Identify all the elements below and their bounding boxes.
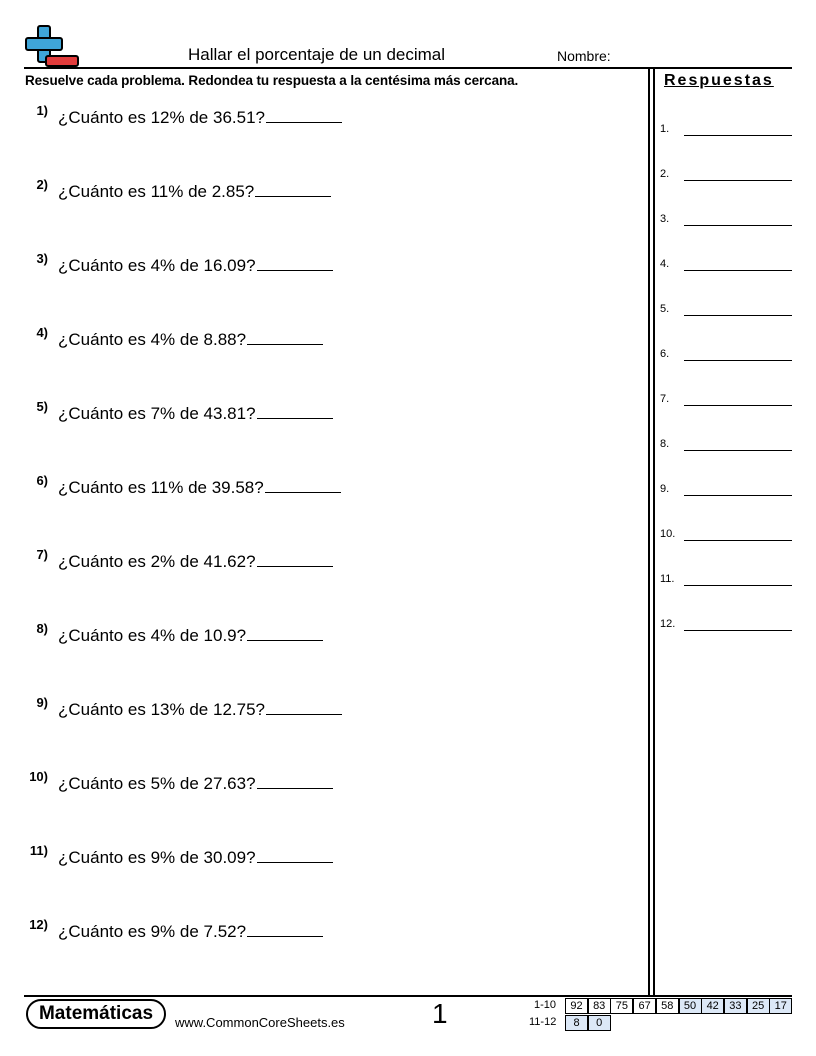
- instructions: Resuelve cada problema. Redondea tu respuesta a la centésima más cercana.: [25, 73, 519, 88]
- problem-number: 4): [36, 325, 48, 340]
- answer-line[interactable]: [684, 270, 792, 271]
- answer-slot: [660, 573, 792, 589]
- problem-number: 1): [36, 103, 48, 118]
- top-divider: [24, 67, 792, 69]
- problem-number: 6): [36, 473, 48, 488]
- answer-number: 2.: [660, 168, 670, 180]
- name-label: Nombre:: [557, 48, 611, 64]
- problem-text: ¿Cuánto es 4% de 8.88?: [58, 328, 323, 350]
- answer-slot: [660, 348, 792, 364]
- answer-number: 3.: [660, 213, 670, 225]
- problem-text: ¿Cuánto es 12% de 36.51?: [58, 106, 342, 128]
- answer-blank[interactable]: [247, 328, 323, 345]
- answer-line[interactable]: [684, 540, 792, 541]
- answer-blank[interactable]: [247, 624, 323, 641]
- answer-blank[interactable]: [255, 180, 331, 197]
- answer-line[interactable]: [684, 180, 792, 181]
- problem-item: [0, 695, 640, 719]
- score-cell: 42: [701, 998, 724, 1014]
- score-cell: 58: [656, 998, 679, 1014]
- answer-line[interactable]: [684, 630, 792, 631]
- plus-minus-logo-icon: [24, 24, 80, 68]
- answer-slot: [660, 123, 792, 139]
- answer-slot: [660, 168, 792, 184]
- answer-column-divider: [653, 69, 655, 996]
- answer-number: 9.: [660, 483, 670, 495]
- answer-slot: [660, 528, 792, 544]
- answer-blank[interactable]: [266, 106, 342, 123]
- page-number: 1: [432, 998, 448, 1029]
- answer-line[interactable]: [684, 450, 792, 451]
- answer-number: 11.: [660, 573, 675, 585]
- problem-item: [0, 325, 640, 349]
- problem-text: ¿Cuánto es 9% de 7.52?: [58, 920, 323, 942]
- answers-title: Respuestas: [664, 72, 774, 89]
- answer-number: 5.: [660, 303, 670, 315]
- score-row-label: 11-12: [529, 1016, 557, 1028]
- problem-item: [0, 251, 640, 275]
- answer-slot: [660, 258, 792, 274]
- problem-number: 7): [36, 547, 48, 562]
- answer-blank[interactable]: [257, 550, 333, 567]
- brand-badge: Matemáticas: [26, 999, 166, 1029]
- answer-line[interactable]: [684, 405, 792, 406]
- answer-blank[interactable]: [265, 476, 341, 493]
- answer-slot: [660, 483, 792, 499]
- problem-number: 11): [29, 843, 48, 858]
- answer-blank[interactable]: [257, 772, 333, 789]
- problem-item: [0, 547, 640, 571]
- answer-slot: [660, 303, 792, 319]
- score-cell: 8: [565, 1015, 588, 1031]
- problem-number: 2): [36, 177, 48, 192]
- problem-number: 8): [36, 621, 48, 636]
- answer-slot: [660, 618, 792, 634]
- answer-number: 8.: [660, 438, 670, 450]
- answer-slot: [660, 393, 792, 409]
- score-cell: 17: [769, 998, 792, 1014]
- answer-column-divider: [648, 69, 650, 996]
- score-cell: 92: [565, 998, 588, 1014]
- score-cell: 0: [588, 1015, 611, 1031]
- answer-blank[interactable]: [257, 402, 333, 419]
- problem-item: [0, 473, 640, 497]
- answer-line[interactable]: [684, 495, 792, 496]
- answer-line[interactable]: [684, 135, 792, 136]
- site-url: www.CommonCoreSheets.es: [175, 1015, 345, 1030]
- problem-text: ¿Cuánto es 2% de 41.62?: [58, 550, 333, 572]
- problem-text: ¿Cuánto es 4% de 16.09?: [58, 254, 333, 276]
- answer-line[interactable]: [684, 315, 792, 316]
- answer-slot: [660, 213, 792, 229]
- answer-number: 7.: [660, 393, 670, 405]
- problem-number: 9): [36, 695, 48, 710]
- problem-text: ¿Cuánto es 11% de 2.85?: [58, 180, 331, 202]
- worksheet-title: Hallar el porcentaje de un decimal: [188, 45, 446, 64]
- answer-number: 4.: [660, 258, 670, 270]
- problem-item: [0, 917, 640, 941]
- problem-text: ¿Cuánto es 4% de 10.9?: [58, 624, 323, 646]
- score-cell: 67: [633, 998, 656, 1014]
- score-cell: 50: [679, 998, 702, 1014]
- bottom-divider: [24, 995, 792, 997]
- answer-line[interactable]: [684, 585, 792, 586]
- problem-item: [0, 177, 640, 201]
- problem-item: [0, 103, 640, 127]
- problem-item: [0, 769, 640, 793]
- answer-blank[interactable]: [247, 920, 323, 937]
- problem-item: [0, 843, 640, 867]
- answer-blank[interactable]: [257, 846, 333, 863]
- score-cell: 75: [610, 998, 633, 1014]
- answer-blank[interactable]: [266, 698, 342, 715]
- answer-number: 1.: [660, 123, 670, 135]
- problem-text: ¿Cuánto es 11% de 39.58?: [58, 476, 341, 498]
- score-row-label: 1-10: [534, 999, 557, 1011]
- problem-number: 10): [29, 769, 48, 784]
- problem-text: ¿Cuánto es 9% de 30.09?: [58, 846, 333, 868]
- problem-number: 12): [29, 917, 48, 932]
- answer-number: 6.: [660, 348, 670, 360]
- problem-number: 5): [36, 399, 48, 414]
- answer-line[interactable]: [684, 360, 792, 361]
- problem-text: ¿Cuánto es 13% de 12.75?: [58, 698, 342, 720]
- score-cell: 25: [747, 998, 770, 1014]
- score-cell: 83: [588, 998, 611, 1014]
- score-cell: 33: [724, 998, 747, 1014]
- answer-number: 12.: [660, 618, 676, 630]
- answer-blank[interactable]: [257, 254, 333, 271]
- answer-line[interactable]: [684, 225, 792, 226]
- problem-number: 3): [36, 251, 48, 266]
- problem-item: [0, 399, 640, 423]
- answer-slot: [660, 438, 792, 454]
- problem-text: ¿Cuánto es 5% de 27.63?: [58, 772, 333, 794]
- answer-number: 10.: [660, 528, 676, 540]
- problem-text: ¿Cuánto es 7% de 43.81?: [58, 402, 333, 424]
- problem-item: [0, 621, 640, 645]
